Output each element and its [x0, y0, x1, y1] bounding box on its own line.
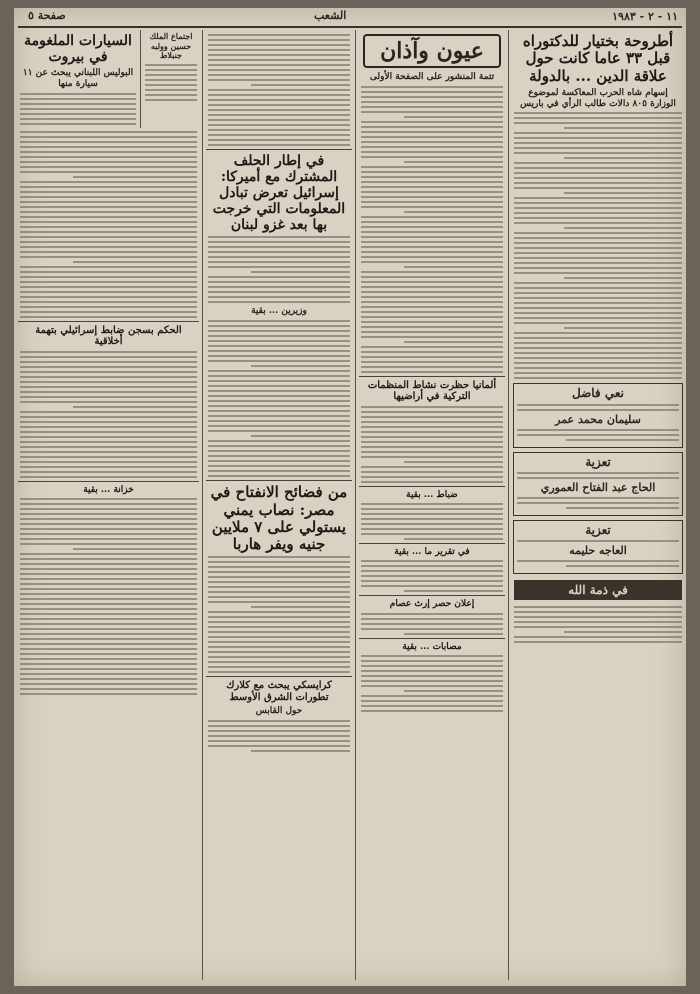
side-note: اجتماع الملك حسين وولبه جنبلاط	[149, 31, 193, 61]
condolence-name-1: الحاج عبد الفتاح العموري	[540, 480, 656, 494]
condolence-title-1: تعزية	[585, 454, 611, 469]
israel-headline: في إطار الحلف المشترك مع أميركا: إسرائيل تعرض تبادل المعلومات التي خرجت بها بعد غزو لبنان	[212, 153, 346, 234]
story-headline-officers: ضباط ... بقية	[406, 489, 458, 500]
center-column	[357, 30, 507, 980]
column-sub: تتمة المنشور على الصفحة الأولى	[369, 72, 495, 82]
main-subheadline: إسهام شاه الحرب المعاكسة لموضوع الوزارة ٨٠٥ دالات طالب الرأي في باريس	[520, 87, 676, 109]
story-headline-germany: ألمانيا حظرت نشاط المنظمات التركية في أراضيها	[367, 379, 497, 403]
kreisky-headline: كرايسكي يبحث مع كلارك تطورات الشرق الأوسط	[226, 680, 332, 703]
right-column	[510, 30, 686, 980]
paper-name: الشعب	[314, 9, 347, 22]
officer-sentence-headline: الحكم بسجن ضابط إسرائيلي بتهمة أخلاقية	[35, 324, 182, 348]
article-body	[514, 112, 682, 379]
obituary-title: نعي فاضل	[572, 386, 624, 401]
page-number: صفحة ٥	[28, 9, 66, 22]
story-headline-injuries: مصابات ... بقية	[402, 641, 462, 652]
car-bombs-sub: البوليس اللبناني يبحث عن ١١ سيارة منها	[22, 68, 134, 89]
main-headline: أطروحة بختيار للدكتوراه قبل ٣٣ عاما كانت حول علاقة الدين ... بالدولة	[522, 32, 674, 85]
left-center-column	[204, 30, 354, 980]
obituary-name: سليمان محمد عمر	[555, 412, 641, 426]
issue-date: ١١ - ٢ - ١٩٨٣	[612, 10, 678, 23]
treasury-headline: خزانة ... بقية	[83, 484, 134, 495]
column-title-ministers: وزيرين ... بقية	[251, 306, 307, 317]
car-bombs-headline: السيارات الملغومة في بيروت	[24, 33, 132, 66]
obituary-box	[513, 383, 683, 447]
story-headline-notice: إعلان حصر إرث عصام	[389, 599, 475, 610]
top-rule	[18, 26, 682, 28]
story-headline-report: في تقرير ما ... بقية	[394, 547, 470, 558]
obituary-banner: في ذمة الله	[514, 580, 682, 600]
column-banner: عيون وآذان	[363, 34, 501, 68]
newspaper-page	[14, 8, 686, 986]
egypt-scandal-headline: من فضائح الانفتاح في مصر: نصاب يمني يستولي على ٧ ملايين جنيه ويفر هاربا	[210, 483, 348, 554]
condolence-box-1	[513, 452, 683, 516]
kreisky-sub: حول القابس	[255, 706, 303, 717]
condolence-box-2	[513, 520, 683, 574]
condolence-name-2: العاجه حليمه	[569, 544, 627, 558]
condolence-title-2: تعزية	[585, 522, 611, 537]
left-column	[16, 30, 201, 980]
